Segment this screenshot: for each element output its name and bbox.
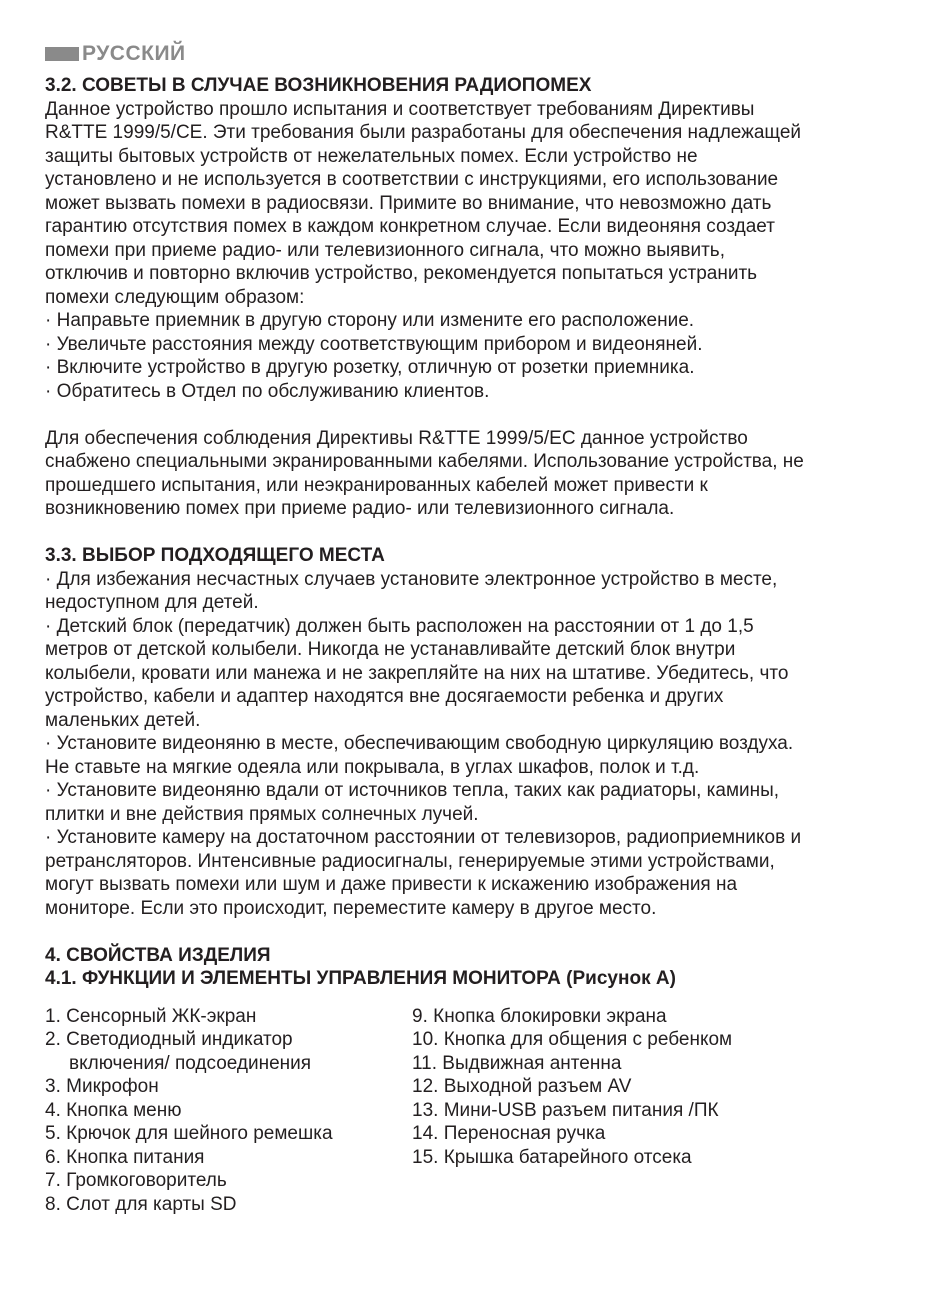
list-item: 11. Выдвижная антенна	[412, 1052, 622, 1074]
text-line: метров от детской колыбели. Никогда не устанавливайте детский блок внутри	[45, 639, 736, 660]
text-line: прошедшего испытания, или неэкранированных кабелей может привести к	[45, 474, 708, 496]
text-line: гарантию отсутствия помех в каждом конкретном случае. Если видеоняня создает	[45, 216, 775, 237]
list-item: 1. Сенсорный ЖК-экран	[45, 1005, 257, 1027]
parts-list-left	[45, 1005, 412, 1217]
text-line: помехи при приеме радио- или телевизионного сигнала, что можно выявить,	[45, 239, 725, 261]
text-line: могут вызвать помехи или шум и даже привести к искажению изображения на	[45, 874, 738, 895]
list-item: 5. Крючок для шейного ремешка	[45, 1123, 333, 1144]
text-line: Для обеспечения соблюдения Директивы R&TTE 1999/5/EC данное устройство	[45, 427, 748, 449]
text-line: Не ставьте на мягкие одеяла или покрывала, в углах шкафов, полок и т.д.	[45, 756, 700, 778]
section-3-2-title: 3.2. СОВЕТЫ В СЛУЧАЕ ВОЗНИКНОВЕНИЯ РАДИОПОМЕХ	[45, 75, 592, 96]
list-item: 14. Переносная ручка	[412, 1123, 606, 1144]
text-line: устройство, кабели и адаптер находятся вне досягаемости ребенка и других	[45, 686, 724, 707]
text-line: колыбели, кровати или манежа и не закрепляйте на них на штативе. Убедитесь, что	[45, 662, 789, 684]
list-item: 7. Громкоговоритель	[45, 1170, 227, 1191]
list-item-continuation: включения/ подсоединения	[69, 1052, 312, 1074]
text-line: ретрансляторов. Интенсивные радиосигналы, генерируемые этими устройствами,	[45, 850, 775, 872]
section-3-3-title: 3.3. ВЫБОР ПОДХОДЯЩЕГО МЕСТА	[45, 545, 385, 566]
list-item: 8. Слот для карты SD	[45, 1193, 237, 1215]
list-item: 2. Светодиодный индикатор	[45, 1029, 293, 1050]
list-item: 10. Кнопка для общения с ребенком	[412, 1029, 733, 1050]
text-line: помехи следующим образом:	[45, 286, 305, 308]
bullet-line: · Направьте приемник в другую сторону или измените его расположение.	[45, 310, 695, 331]
manual-page	[45, 40, 905, 1216]
list-item: 6. Кнопка питания	[45, 1146, 205, 1168]
section-3-2-paragraph-1	[45, 98, 905, 404]
text-line: отключив и повторно включив устройство, рекомендуется попытаться устранить	[45, 263, 758, 284]
list-item: 15. Крышка батарейного отсека	[412, 1146, 692, 1168]
bullet-line: · Включите устройство в другую розетку, отличную от розетки приемника.	[45, 357, 695, 378]
monitor-parts-list	[45, 1005, 905, 1217]
list-item: 12. Выходной разъем AV	[412, 1076, 632, 1097]
text-line: снабжено специальными экранированными кабелями. Использование устройства, не	[45, 451, 804, 472]
text-line: · Установите видеоняню вдали от источников тепла, таких как радиаторы, камины,	[45, 780, 780, 801]
text-line: недоступном для детей.	[45, 592, 259, 613]
text-line: установлено и не используется в соответствии с инструкциями, его использование	[45, 169, 779, 190]
text-line: возникновению помех при приеме радио- или телевизионного сигнала.	[45, 498, 675, 519]
text-line: Данное устройство прошло испытания и соответствует требованиям Директивы	[45, 98, 755, 120]
section-4-1-title: 4.1. ФУНКЦИИ И ЭЛЕМЕНТЫ УПРАВЛЕНИЯ МОНИТОРА (Рисунок А)	[45, 968, 676, 989]
language-label: РУССКИЙ	[82, 42, 186, 65]
section-4-title: 4. СВОЙСТВА ИЗДЕЛИЯ	[45, 944, 271, 966]
language-header	[45, 40, 905, 68]
text-line: · Детский блок (передатчик) должен быть расположен на расстоянии от 1 до 1,5	[45, 615, 754, 637]
text-line: может вызвать помехи в радиосвязи. Примите во внимание, что невозможно дать	[45, 192, 772, 214]
text-line: мониторе. Если это происходит, переместите камеру в другое место.	[45, 897, 657, 919]
bullet-line: · Увеличьте расстояния между соответствующим прибором и видеоняней.	[45, 333, 703, 355]
parts-list-right	[412, 1005, 862, 1217]
text-line: плитки и вне действия прямых солнечных лучей.	[45, 803, 479, 825]
list-item: 4. Кнопка меню	[45, 1099, 182, 1121]
list-item: 13. Мини-USB разъем питания /ПК	[412, 1099, 719, 1121]
list-item: 9. Кнопка блокировки экрана	[412, 1005, 667, 1027]
text-line: · Установите камеру на достаточном расстоянии от телевизоров, радиоприемников и	[45, 827, 802, 848]
section-3-3	[45, 544, 905, 920]
section-3-2	[45, 74, 905, 521]
language-bar-marker	[45, 47, 79, 61]
list-item: 3. Микрофон	[45, 1076, 159, 1097]
text-line: · Для избежания несчастных случаев установите электронное устройство в месте,	[45, 568, 778, 590]
section-4	[45, 944, 905, 1217]
section-3-2-paragraph-2	[45, 427, 905, 521]
text-line: · Установите видеоняню в месте, обеспечивающим свободную циркуляцию воздуха.	[45, 733, 794, 754]
bullet-line: · Обратитесь в Отдел по обслуживанию клиентов.	[45, 380, 490, 402]
text-line: защиты бытовых устройств от нежелательных помех. Если устройство не	[45, 145, 698, 167]
text-line: R&TTE 1999/5/CE. Эти требования были разработаны для обеспечения надлежащей	[45, 122, 802, 143]
text-line: маленьких детей.	[45, 709, 201, 731]
